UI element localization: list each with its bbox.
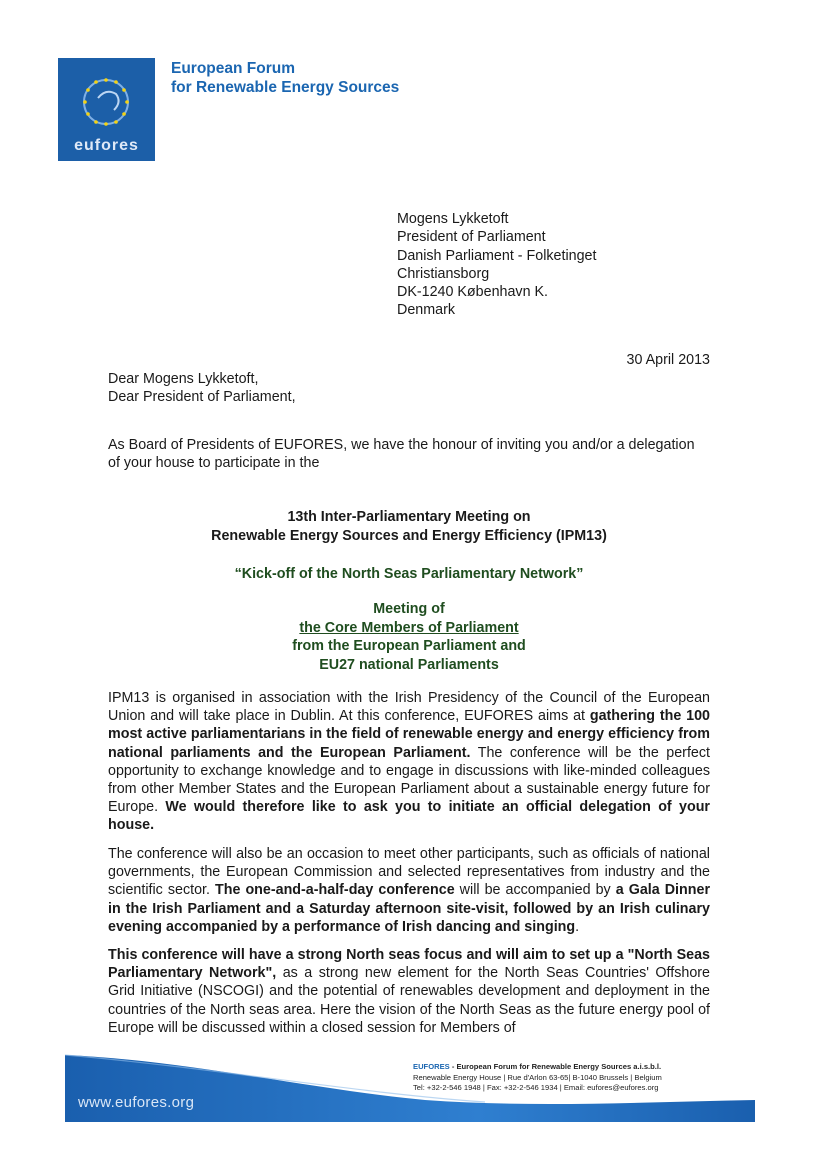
body-paragraph-2 [108, 845, 710, 936]
salutation-line2: Dear President of Parliament, [108, 389, 296, 406]
bold-run: gathering the 100 most active parliamentarians in the field of renewable energy and energy efficiency from national parliaments and the European Parliament. [108, 708, 710, 761]
address-line: President of Parliament [397, 229, 546, 246]
text-run: will be accompanied by [454, 882, 616, 899]
footer-brand-line [413, 1062, 713, 1073]
core-line4: EU27 national Parliaments [319, 656, 499, 673]
meeting-title-line2: Renewable Energy Sources and Energy Efficiency (IPM13) [211, 528, 607, 544]
footer-website-link[interactable]: www.eufores.org [78, 1094, 195, 1111]
logo-wordmark: eufores [74, 137, 139, 154]
text-run: IPM13 is organised in association with the Irish Presidency of the Council of the European Union and will take place in Dublin. At this conference, EUFORES aims at [108, 690, 710, 725]
text-run: The conference will also be an occasion to meet other participants, such as officials of national governments, the European Commission and selected representatives from industry and the scientific sector. [108, 846, 710, 899]
core-line2: the Core Members of Parliament [299, 619, 519, 636]
meeting-tagline: “Kick-off of the North Seas Parliamentary Network” [234, 566, 584, 582]
text-run: The conference will be the perfect opportunity to exchange knowledge and to engage in discussions with like-minded colleagues from other Member States and the European Parliament about a sustainable energy future for Europe. [108, 744, 710, 816]
bold-run: We would therefore like to ask you to initiate an official delegation of your house. [108, 799, 710, 834]
body-paragraph-1 [108, 689, 710, 835]
address-line: Danish Parliament - Folketinget [397, 247, 597, 264]
address-line: Denmark [397, 302, 455, 319]
salutation-line1: Dear Mogens Lykketoft, [108, 371, 259, 387]
footer-brand-rest: - European Forum for Renewable Energy Sources a.i.s.b.l. [449, 1062, 662, 1071]
salutation [108, 370, 296, 407]
bold-run: a Gala Dinner in the Irish Parliament and a Saturday afternoon site-visit, followed by an Irish culinary evening accompanied by a performance of Irish dancing and singing [108, 882, 711, 935]
core-members-heading [108, 600, 710, 674]
eufores-logo [58, 58, 155, 161]
bold-run: The one-and-a-half-day conference [215, 882, 455, 899]
body-paragraph-3 [108, 946, 710, 1037]
letter-date: 30 April 2013 [626, 352, 710, 368]
recipient-address [397, 210, 596, 320]
footer-contact-info [413, 1062, 713, 1094]
meeting-title-line1: 13th Inter-Parliamentary Meeting on [287, 509, 531, 525]
text-run: as a strong new element for the North Seas Countries' Offshore Grid Initiative (NSCOGI) and the potential of renewables development and deployment in the countries of the North seas area. Here the vision of the North Seas as the future energy pool of Europe will be discussed within a closed session for Members of [108, 965, 710, 1036]
text-run: . [575, 918, 580, 935]
footer-brand: EUFORES [413, 1062, 450, 1071]
meeting-title [108, 508, 710, 546]
core-line1: Meeting of [373, 601, 445, 617]
org-name [171, 59, 399, 97]
core-line3: from the European Parliament and [292, 638, 526, 654]
footer-address: Renewable Energy House | Rue d'Arlon 63-65| B-1040 Brussels | Belgium [413, 1072, 662, 1082]
address-line: Christiansborg [397, 265, 490, 282]
intro-paragraph: As Board of Presidents of EUFORES, we have the honour of inviting you and/or a delegation of your house to participate in the [108, 437, 695, 472]
org-name-line2: for Renewable Energy Sources [171, 79, 400, 96]
footer-contact: Tel: +32-2-546 1948 | Fax: +32-2-546 1934 | Email: eufores@eufores.org [413, 1083, 659, 1092]
address-line: DK-1240 København K. [397, 284, 549, 301]
bold-run: This conference will have a strong North seas focus and will aim to set up a "North Seas Parliamentary Network", [108, 947, 710, 982]
org-name-line1: European Forum [171, 60, 296, 77]
address-line: Mogens Lykketoft [397, 211, 509, 227]
